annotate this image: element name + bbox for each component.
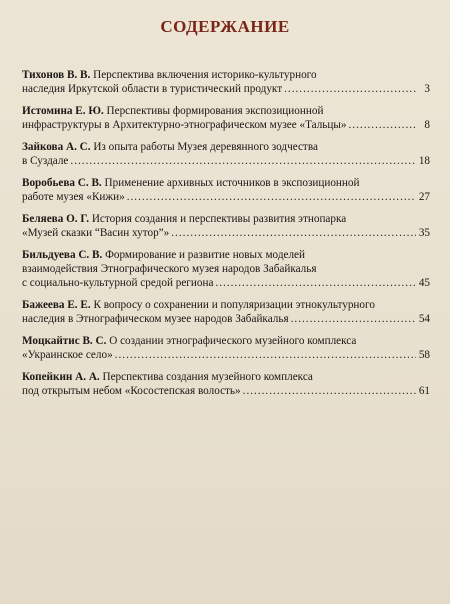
toc-entry [22,370,430,398]
toc-title-part: Перспектива включения историко-культурного [90,69,317,81]
toc-title-part: О создании этнографического музейного комплекса [106,335,357,347]
toc-entry-first-line [22,212,430,226]
toc-leader-dots [127,190,416,204]
toc-leader-dots [291,312,416,326]
toc-title-part: К вопросу о сохранении и популяризации этнокультурного [90,299,375,311]
toc-page-number: 61 [418,385,430,397]
toc-entry [22,212,430,240]
toc-author: Моцкайтис В. С. [22,335,107,347]
toc-title-part: Из опыта работы Музея деревянного зодчества [90,141,318,153]
toc-entry-last-line [22,226,430,240]
toc-author: Тихонов В. В. [22,69,91,81]
toc-entry [22,248,430,290]
page-title: СОДЕРЖАНИЕ [160,17,290,36]
toc-author: Копейкин А. А. [22,371,100,383]
toc-title-end: «Музей сказки “Васин хутор”» [22,227,170,239]
toc-page-number: 8 [424,119,430,131]
toc-page-number: 18 [418,155,430,167]
toc-leader-dots [284,82,416,96]
toc-author: Зайкова А. С. [22,141,91,153]
toc-title-end: инфраструктуры в Архитектурно-этнографическом музее «Тальцы» [22,119,347,131]
toc-entry [22,140,430,168]
toc-entry-last-line [22,82,430,96]
toc-entry-first-line [22,104,430,118]
table-of-contents [22,68,430,406]
toc-leader-dots [349,118,417,132]
toc-title-end: с социально-культурной средой региона [22,277,214,289]
toc-page-number: 54 [418,313,430,325]
toc-entry-first-line [22,140,430,154]
toc-title-part: Применение архивных источников в экспозиционной [101,177,360,189]
toc-entry [22,104,430,132]
toc-entry [22,68,430,96]
toc-leader-dots [215,276,416,290]
toc-author: Истомина Е. Ю. [22,105,104,117]
toc-title-part: История создания и перспективы развития этнопарка [89,213,347,225]
toc-page-number: 35 [418,227,430,239]
toc-title-end: работе музея «Кижи» [22,191,125,203]
toc-leader-dots [115,348,416,362]
toc-title-end: наследия в Этнографическом музее народов Забайкалья [22,313,289,325]
toc-title-part: Перспективы формирования экспозиционной [103,105,324,117]
toc-page-number: 3 [424,83,430,95]
toc-entry-last-line [22,312,430,326]
toc-title-end: в Суздале [22,155,69,167]
toc-author: Воробьева С. В. [22,177,102,189]
toc-title-part: Перспектива создания музейного комплекса [99,371,313,383]
toc-title-end: под открытым небом «Косостепская волость» [22,385,241,397]
toc-entry-last-line [22,276,430,290]
toc-entry [22,298,430,326]
toc-entry-last-line [22,384,430,398]
toc-page-number: 27 [418,191,430,203]
toc-entry-last-line [22,154,430,168]
toc-entry-middle-line: взаимодействия Этнографического музея народов Забайкалья [22,263,317,275]
toc-entry-first-line [22,370,430,384]
toc-leader-dots [70,154,416,168]
toc-entry-last-line [22,190,430,204]
toc-entry-first-line [22,334,430,348]
toc-entry-last-line [22,348,430,362]
toc-author: Бильдуева С. В. [22,249,103,261]
toc-entry [22,176,430,204]
toc-author: Беляева О. Г. [22,213,90,225]
toc-entry-last-line [22,118,430,132]
toc-entry [22,334,430,362]
toc-page-number: 45 [418,277,430,289]
toc-title-end: наследия Иркутской области в туристический продукт [22,83,283,95]
toc-entry-first-line [22,298,430,312]
toc-entry-first-line [22,68,430,82]
toc-author: Бажеева Е. Е. [22,299,91,311]
toc-page-number: 58 [418,349,430,361]
toc-entry-first-line [22,176,430,190]
toc-leader-dots [171,226,416,240]
toc-title-end: «Украинское село» [22,349,113,361]
toc-entry-first-line [22,248,430,262]
toc-leader-dots [243,384,416,398]
toc-title-part: Формирование и развитие новых моделей [102,249,306,261]
